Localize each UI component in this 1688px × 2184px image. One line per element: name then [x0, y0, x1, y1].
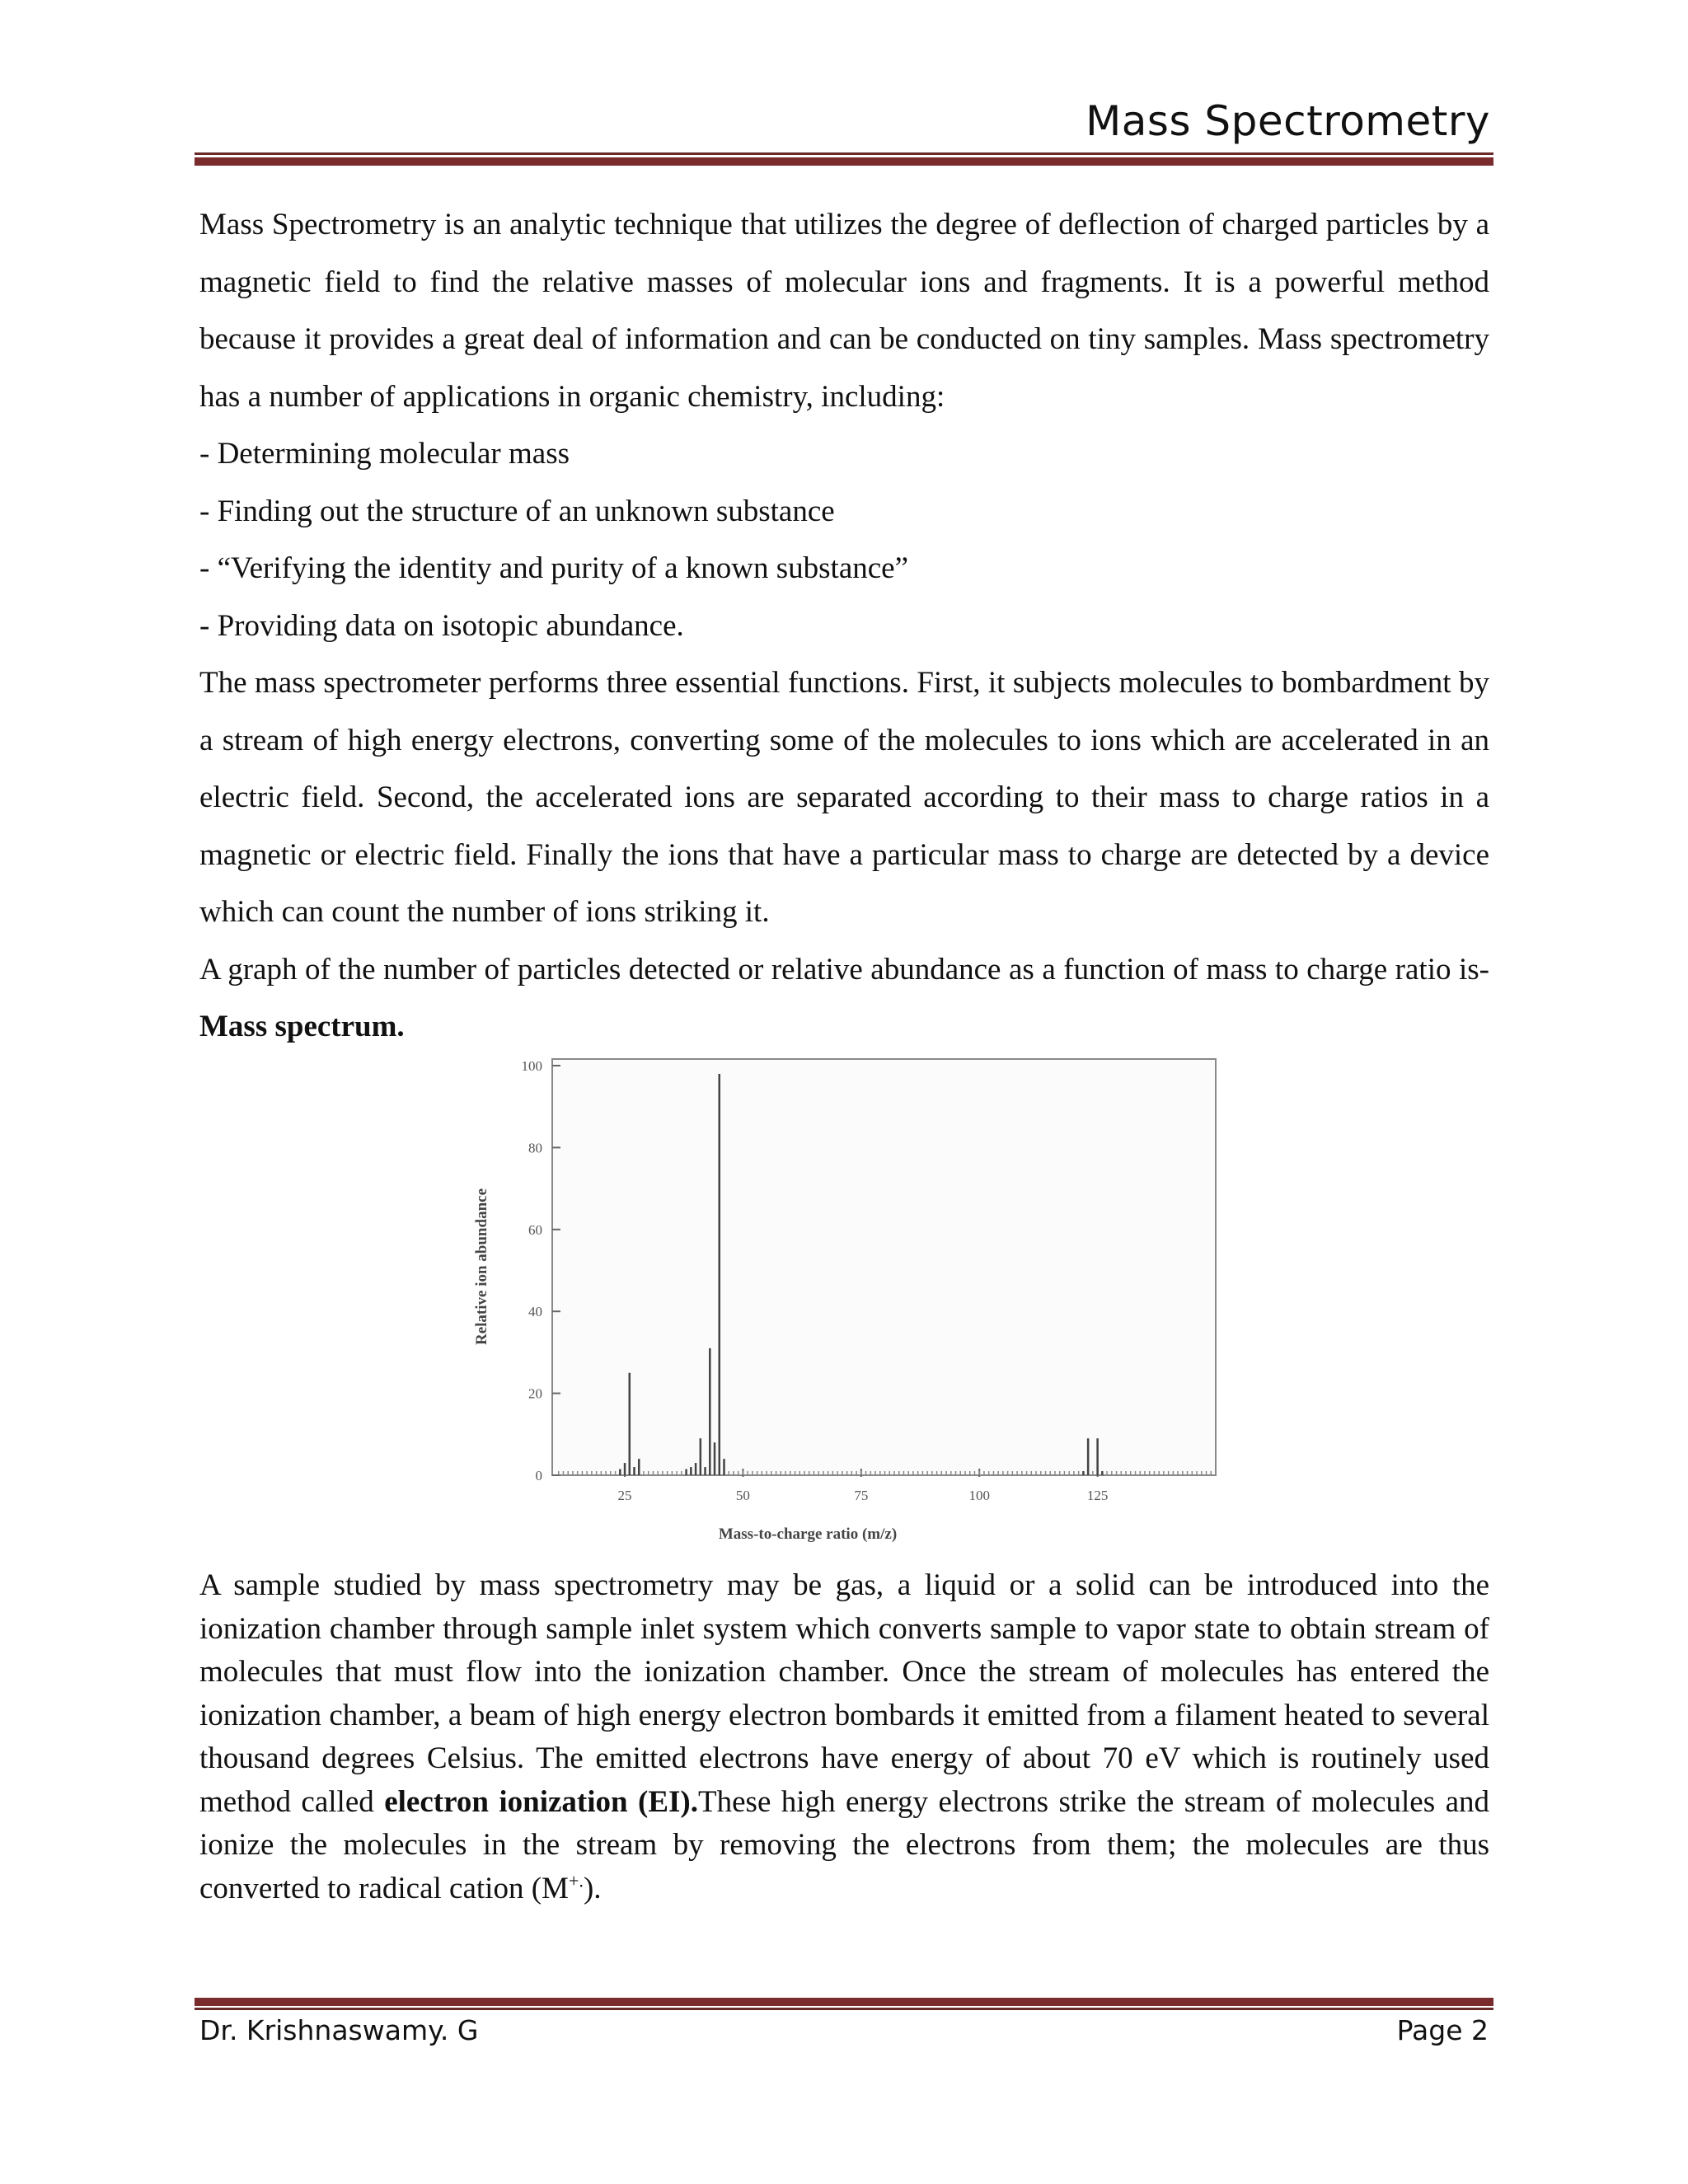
- x-tick-label: 75: [854, 1488, 869, 1503]
- y-tick-label: 40: [528, 1304, 542, 1320]
- list-item: - Finding out the structure of an unknown substance: [199, 494, 835, 528]
- x-tick-label: 100: [968, 1488, 990, 1503]
- mass-spectrum-chart: [462, 1051, 1236, 1545]
- intro-section: [199, 196, 1489, 1056]
- x-tick-label: 50: [735, 1488, 750, 1503]
- list-item: - “Verifying the identity and purity of a known substance”: [199, 551, 909, 585]
- list-item: - Providing data on isotopic abundance.: [199, 608, 684, 643]
- y-axis-label: Relative ion abundance: [473, 1188, 490, 1346]
- mass-spectrum-term: Mass spectrum.: [199, 1010, 405, 1043]
- sample-paragraph: [199, 1564, 1489, 1910]
- y-tick-label: 80: [528, 1140, 542, 1156]
- graph-sentence: [199, 941, 1489, 1056]
- sample-text: A sample studied by mass spectrometry may be gas, a liquid or a solid can be introduced into the ionization chamber through sample inlet system which converts sample to vapor state to obtain stream of molecules that must flow into the ionization chamber. Once the stream of molecules has entered the ionization chamber, a beam of high energy electron bombards it emitted from a filament heated to several thousand degrees Celsius. The emitted electrons have energy of about 70 eV which is routinely used method called: [199, 1568, 1489, 1819]
- plot-frame: [552, 1059, 1216, 1475]
- mass-spectrum-svg: [462, 1051, 1236, 1545]
- header-rule-thin: [195, 152, 1493, 155]
- sample-text-end: ).: [583, 1871, 602, 1905]
- ei-term: electron ionization (EI).: [384, 1784, 699, 1819]
- list-item: - Determining molecular mass: [199, 437, 570, 471]
- footer-rule-thin: [195, 2008, 1493, 2010]
- functions-paragraph: The mass spectrometer performs three essential functions. First, it subjects molecules to bombardment by a stream of high energy electrons, converting some of the molecules to ions which are accelerated in an electric field. Second, the accelerated ions are separated according to their mass to charge ratios in a magnetic or electric field. Finally the ions that have a particular mass to charge are detected by a device which can count the number of ions striking it.: [199, 666, 1489, 929]
- sample-text-continued: These high energy electrons strike the stream of molecules and ionize the molecules in the stream by removing the electrons from them; the molecules are thus converted to radical cation (M: [199, 1784, 1489, 1905]
- x-tick-label: 125: [1086, 1488, 1109, 1503]
- header-rule-thick: [195, 157, 1493, 166]
- intro-paragraph: Mass Spectrometry is an analytic technique that utilizes the degree of deflection of charged particles by a magnetic field to find the relative masses of molecular ions and fragments. It is a powerful method because it provides a great deal of information and can be conducted on tiny samples. Mass spectrometry has a number of applications in organic chemistry, including:: [199, 208, 1489, 414]
- sample-section: [199, 1564, 1489, 1910]
- header-title: Mass Spectrometry: [1085, 97, 1490, 145]
- y-tick-label: 60: [528, 1221, 542, 1238]
- x-axis-label: Mass-to-charge ratio (m/z): [718, 1526, 898, 1543]
- y-tick-label: 100: [521, 1058, 542, 1074]
- radical-cation-superscript: +.: [568, 1870, 584, 1891]
- y-tick-label: 20: [528, 1385, 542, 1402]
- x-tick-label: 25: [617, 1488, 632, 1503]
- graph-sentence-text: A graph of the number of particles detected or relative abundance as a function of mass to charge ratio is-: [199, 952, 1489, 987]
- footer-rule-thick: [195, 1998, 1493, 2006]
- footer-author: Dr. Krishnaswamy. G: [199, 2014, 479, 2046]
- applications-list: [199, 425, 1489, 654]
- y-tick-label: 0: [535, 1468, 542, 1483]
- footer-page-number: Page 2: [1396, 2014, 1489, 2046]
